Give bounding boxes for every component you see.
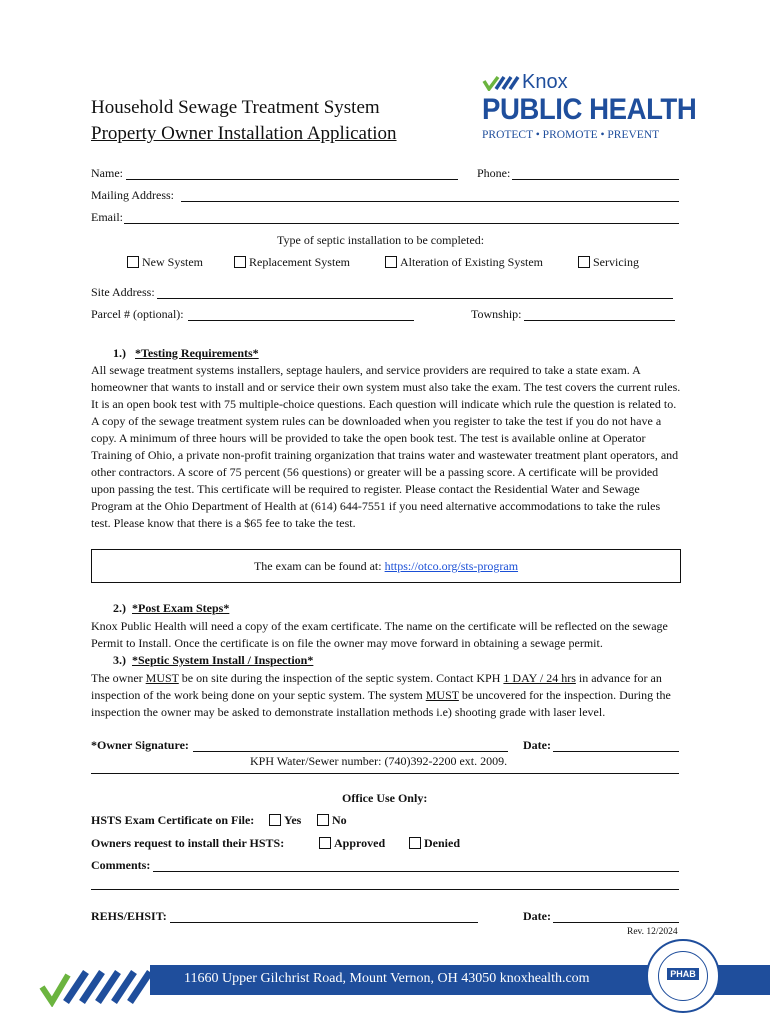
option-new-system[interactable] <box>127 255 203 270</box>
approved-label: Approved <box>334 836 386 850</box>
section-1-number: 1.) <box>113 346 126 360</box>
alteration-label: Alteration of Existing System <box>400 255 543 269</box>
section-3-text-4: be uncovered for the inspection. During the inspection the owner may be asked to demonstrate installation methods i.e) shooting grade with laser level. <box>91 688 671 719</box>
section-3-heading <box>113 653 313 668</box>
parcel-label: Parcel # (optional): <box>91 307 184 321</box>
servicing-checkbox[interactable] <box>578 256 590 268</box>
office-date-label: Date: <box>523 909 551 923</box>
cert-no-label: No <box>332 813 347 827</box>
owner-signature-field[interactable] <box>193 751 508 752</box>
comments-field-2[interactable] <box>91 889 679 890</box>
form-title <box>91 95 397 147</box>
comments-label: Comments: <box>91 858 151 872</box>
logo-knox-text: Knox <box>522 71 568 93</box>
phone-label: Phone: <box>477 166 511 180</box>
section-2-body: Knox Public Health will need a copy of the exam certificate. The name on the certificate will be reflected on the sewage Permit to Install. Once the certificate is on file the owner may move forward in obtaining a sewage permit. <box>91 619 668 650</box>
owner-signature-label: *Owner Signature: <box>91 738 189 752</box>
section-3-body <box>91 670 681 721</box>
site-address-label: Site Address: <box>91 285 155 299</box>
exam-link[interactable]: https://otco.org/sts-program <box>384 559 519 573</box>
section-3-text-2: be on site during the inspection of the septic system. Contact KPH <box>178 671 504 685</box>
cert-yes-checkbox[interactable] <box>269 814 281 826</box>
phab-seal-inner <box>658 951 708 1001</box>
owner-date-field[interactable] <box>553 751 679 752</box>
section-1-body: All sewage treatment systems installers, septage haulers, and service providers are required to take a state exam. A homeowner that wants to install and or service their own system must also take the exam. The test covers the current rules. It is an open book test with 75 multiple-choice questions. Each question will indicate which rule the question is related to. A copy of the sewage treatment system rules can be downloaded when you register to take the test if you do not have a copy. A minimum of three hours will be provided to take the open book test. The test is available online at Operator Training of Ohio, a private non-profit training organization that trains water and wastewater treatment plant operators, and other contractors. A score of 75 percent (56 questions) or greater will be a passing score. A certificate will be provided upon passing the test. This certificate will be required to register. Please contact the Residential Water and Sewage Program at the Ohio Department of Health at (614) 644-7551 if you need alternative accommodations to take the rules test. Please know that there is a $65 fee to take the test. <box>91 363 681 530</box>
section-1-heading <box>113 346 259 361</box>
mailing-address-label: Mailing Address: <box>91 188 174 202</box>
cert-yes-option[interactable] <box>269 813 301 828</box>
logo-public-health-text: PUBLIC HEALTH <box>482 93 697 126</box>
section-3-title: *Septic System Install / Inspection* <box>132 653 314 667</box>
phone-field[interactable] <box>512 179 679 180</box>
cert-no-checkbox[interactable] <box>317 814 329 826</box>
name-field[interactable] <box>126 179 458 180</box>
hsts-cert-label: HSTS Exam Certificate on File: <box>91 813 255 827</box>
office-use-title: Office Use Only: <box>342 791 428 805</box>
mailing-address-field[interactable] <box>181 201 679 202</box>
owner-date-label: Date: <box>523 738 551 752</box>
advance-notice-emphasis: 1 DAY / 24 hrs <box>503 671 576 685</box>
phab-seal <box>646 939 720 1013</box>
cert-yes-label: Yes <box>284 813 302 827</box>
rehs-field[interactable] <box>170 922 478 923</box>
logo-tagline: PROTECT • PROMOTE • PREVENT <box>482 129 660 141</box>
knox-swoosh-icon <box>482 75 522 91</box>
email-field[interactable] <box>124 223 679 224</box>
footer-bar <box>0 945 770 1024</box>
option-servicing[interactable] <box>578 255 639 270</box>
footer-swoosh-icon <box>38 957 158 1007</box>
replacement-system-checkbox[interactable] <box>234 256 246 268</box>
township-field[interactable] <box>524 320 675 321</box>
section-3-text-3: in advance for an inspection of the work being done on your septic system. The system <box>91 671 662 702</box>
denied-checkbox[interactable] <box>409 837 421 849</box>
rehs-label: REHS/EHSIT: <box>91 909 167 923</box>
approved-option[interactable] <box>319 836 385 851</box>
site-address-field[interactable] <box>157 298 673 299</box>
kph-number: KPH Water/Sewer number: (740)392-2200 ext. 2009. <box>250 754 508 768</box>
option-alteration[interactable] <box>385 255 543 270</box>
parcel-field[interactable] <box>188 320 414 321</box>
footer-address: 11660 Upper Gilchrist Road, Mount Vernon, OH 43050 knoxhealth.com <box>184 971 590 986</box>
servicing-label: Servicing <box>593 255 639 269</box>
option-replacement-system[interactable] <box>234 255 350 270</box>
section-2-number: 2.) <box>113 601 126 615</box>
phab-seal-text: PHAB <box>667 968 699 980</box>
knox-public-health-logo <box>482 72 715 141</box>
section-2-heading <box>113 601 229 616</box>
revision-label: Rev. 12/2024 <box>627 927 678 937</box>
section-1-title: *Testing Requirements* <box>135 346 259 360</box>
denied-option[interactable] <box>409 836 460 851</box>
denied-label: Denied <box>424 836 460 850</box>
new-system-label: New System <box>142 255 203 269</box>
section-2-title: *Post Exam Steps* <box>132 601 230 615</box>
new-system-checkbox[interactable] <box>127 256 139 268</box>
title-line-2: Property Owner Installation Application <box>91 123 397 144</box>
township-label: Township: <box>471 307 522 321</box>
must-emphasis-1: MUST <box>145 671 179 685</box>
install-type-prompt: Type of septic installation to be completed: <box>277 233 485 247</box>
cert-no-option[interactable] <box>317 813 347 828</box>
name-label: Name: <box>91 166 123 180</box>
comments-field[interactable] <box>153 871 679 872</box>
office-date-field[interactable] <box>553 922 679 923</box>
section-3-text-1: The owner <box>91 671 146 685</box>
section-3-number: 3.) <box>113 653 126 667</box>
replacement-system-label: Replacement System <box>249 255 350 269</box>
exam-link-box <box>91 549 681 583</box>
alteration-checkbox[interactable] <box>385 256 397 268</box>
must-emphasis-2: MUST <box>425 688 459 702</box>
divider <box>91 773 679 774</box>
email-label: Email: <box>91 210 123 224</box>
approved-checkbox[interactable] <box>319 837 331 849</box>
title-line-1: Household Sewage Treatment System <box>91 97 380 118</box>
owners-request-label: Owners request to install their HSTS: <box>91 836 285 850</box>
exam-link-prefix: The exam can be found at: <box>253 559 385 573</box>
